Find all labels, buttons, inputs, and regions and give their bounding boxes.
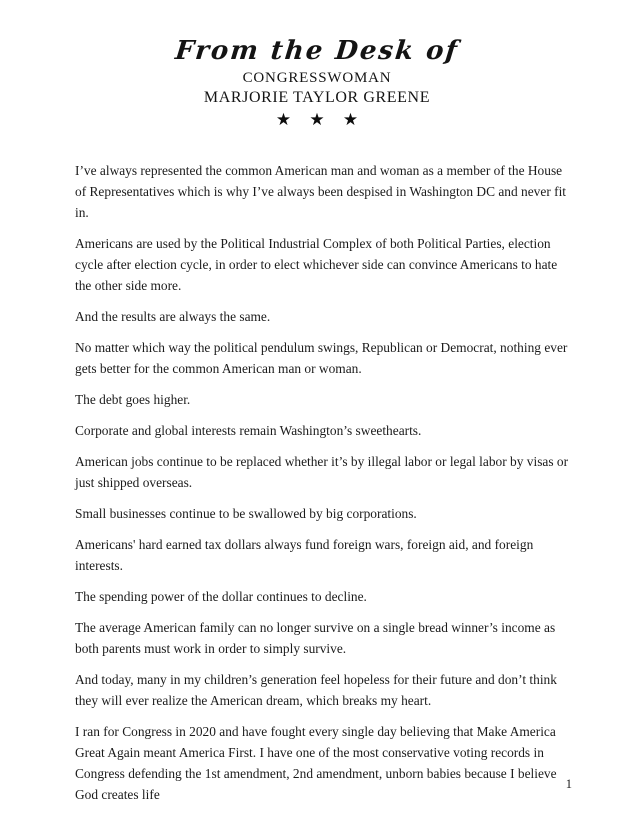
paragraph: I ran for Congress in 2020 and have fought every single day believing that Make America Great Again meant America First. I have one of the most conservative voting records in Congress defending the 1st amendment, 2nd amendment, unborn babies because I believe God creates life	[75, 724, 557, 802]
page-number: 1	[565, 777, 572, 791]
paragraph: And the results are always the same.	[75, 309, 271, 324]
star-icon: ★	[275, 110, 292, 129]
paragraph: The average American family can no longer survive on a single bread winner’s income as both parents must work in order to simply survive.	[75, 620, 556, 656]
paragraph: The debt goes higher.	[75, 392, 191, 407]
paragraph: Corporate and global interests remain Washington’s sweethearts.	[75, 423, 422, 438]
star-icon: ★	[309, 110, 325, 129]
paragraph: I’ve always represented the common American man and woman as a member of the House of Representatives which is why I’ve always been despised in Washington DC and never fit in.	[75, 163, 567, 220]
letterhead-name-line: MARJORIE TAYLOR GREENE	[203, 89, 431, 106]
letterhead-title-line: CONGRESSWOMAN	[242, 70, 392, 86]
paragraph: Small businesses continue to be swallowed by big corporations.	[75, 506, 417, 521]
stars-row	[0, 110, 634, 130]
paragraph: No matter which way the political pendulum swings, Republican or Democrat, nothing ever gets better for the common American man or woman.	[75, 340, 568, 376]
star-icon: ★	[342, 110, 359, 129]
paragraph: The spending power of the dollar continues to decline.	[75, 589, 367, 604]
letter-body	[75, 160, 570, 805]
paragraph: American jobs continue to be replaced whether it’s by illegal labor or legal labor by visas or just shipped overseas.	[75, 454, 569, 490]
paragraph: Americans' hard earned tax dollars always fund foreign wars, foreign aid, and foreign interests.	[75, 537, 534, 573]
letterhead	[0, 0, 634, 130]
paragraph: Americans are used by the Political Industrial Complex of both Political Parties, election cycle after election cycle, in order to elect whichever side can convince Americans to hate the other side more.	[75, 236, 558, 293]
letterhead-script-line: From the Desk of	[173, 36, 461, 66]
paragraph: And today, many in my children’s generation feel hopeless for their future and don’t think they will ever realize the American dream, which breaks my heart.	[75, 672, 557, 708]
